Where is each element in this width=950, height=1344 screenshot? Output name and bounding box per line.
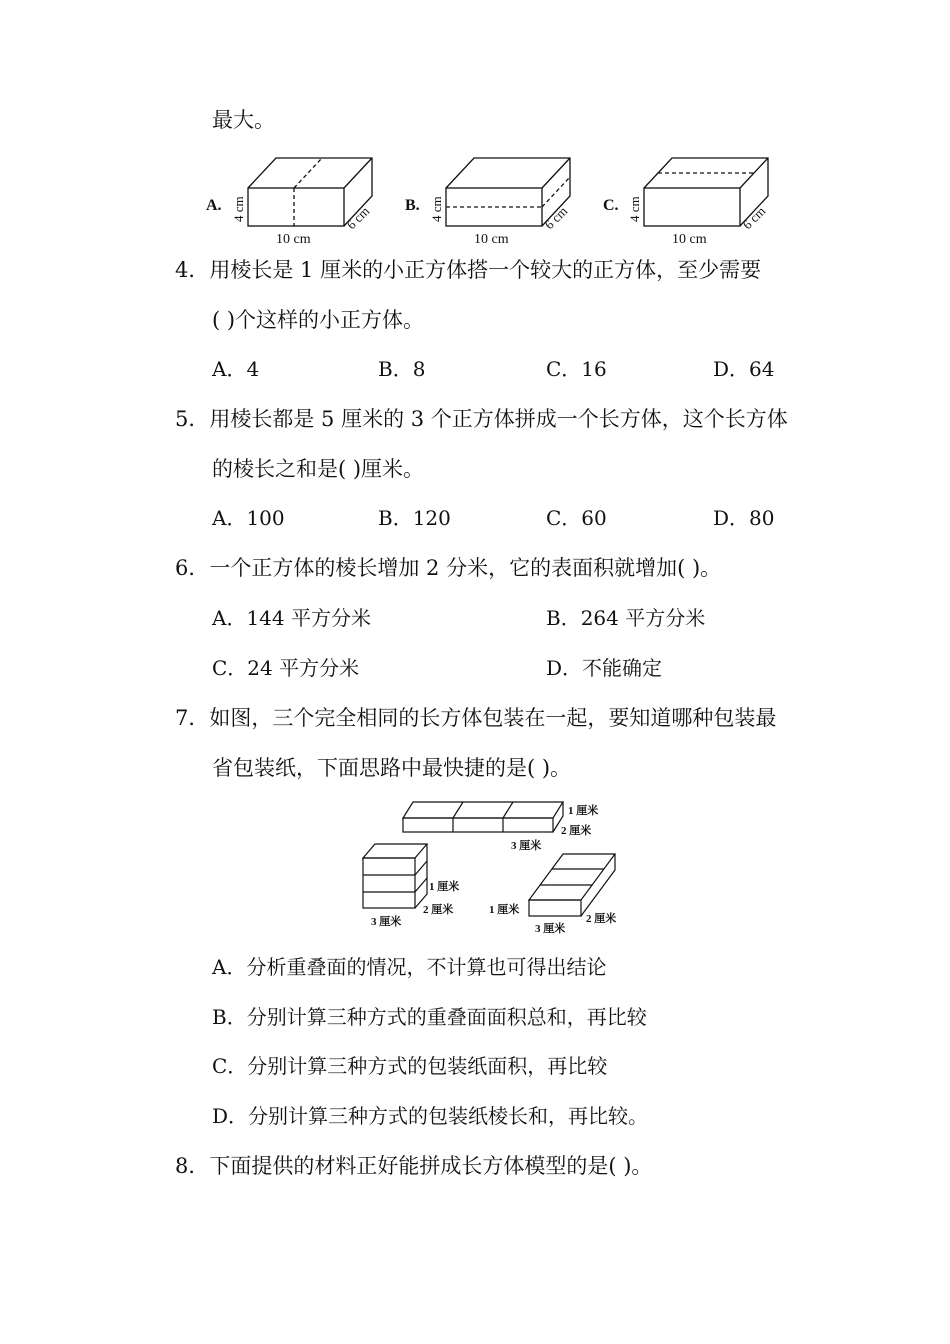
box-label-c: C. xyxy=(603,197,619,214)
box-c-height: 4 cm xyxy=(627,196,642,222)
left-height-label: 1 厘米 xyxy=(429,881,460,893)
box-b-width: 6 cm xyxy=(541,203,571,233)
q4-option-a[interactable]: A．4 xyxy=(212,357,260,381)
box-a-width: 6 cm xyxy=(343,203,373,233)
q7-option-b[interactable]: B．分别计算三种方式的重叠面面积总和，再比较 xyxy=(212,1005,647,1029)
q4-option-c[interactable]: C．16 xyxy=(546,357,607,381)
q5-line2: 的棱长之和是( )厘米。 xyxy=(212,457,425,481)
top-length-label: 3 厘米 xyxy=(511,840,542,852)
q6-option-b[interactable]: B．264 平方分米 xyxy=(546,606,706,630)
top-width-label: 2 厘米 xyxy=(561,825,592,837)
top-height-label: 1 厘米 xyxy=(568,805,599,817)
q6-option-c[interactable]: C．24 平方分米 xyxy=(212,656,360,680)
packing-figure xyxy=(355,798,635,940)
q5-line1: 5．用棱长都是 5 厘米的 3 个正方体拼成一个长方体，这个长方体 xyxy=(175,407,788,431)
right-height-label: 1 厘米 xyxy=(489,904,520,916)
box-b-length: 10 cm xyxy=(474,232,509,247)
q8-line1: 8．下面提供的材料正好能拼成长方体模型的是( )。 xyxy=(175,1154,653,1178)
box-label-a: A. xyxy=(206,197,222,214)
box-label-b: B. xyxy=(405,197,420,214)
q5-option-d[interactable]: D．80 xyxy=(713,506,775,530)
q4-option-d[interactable]: D．64 xyxy=(713,357,775,381)
q5-option-b[interactable]: B．120 xyxy=(378,506,451,530)
q4-option-b[interactable]: B．8 xyxy=(378,357,426,381)
right-length-label: 3 厘米 xyxy=(535,923,566,935)
q6-option-a[interactable]: A．144 平方分米 xyxy=(212,606,371,630)
left-length-label: 3 厘米 xyxy=(371,916,402,928)
q6-line1: 6．一个正方体的棱长增加 2 分米，它的表面积就增加( )。 xyxy=(175,556,722,580)
box-a-length: 10 cm xyxy=(276,232,311,247)
box-c-length: 10 cm xyxy=(672,232,707,247)
right-width-label: 2 厘米 xyxy=(586,913,617,925)
q7-line2: 省包装纸，下面思路中最快捷的是( )。 xyxy=(212,756,572,780)
q7-option-d[interactable]: D．分别计算三种方式的包装纸棱长和，再比较。 xyxy=(212,1104,649,1128)
q6-option-d[interactable]: D．不能确定 xyxy=(546,656,663,680)
box-a-height: 4 cm xyxy=(231,196,246,222)
q4-line2: ( )个这样的小正方体。 xyxy=(212,308,425,332)
continued-text: 最大。 xyxy=(212,108,275,132)
q7-option-a[interactable]: A．分析重叠面的情况，不计算也可得出结论 xyxy=(212,955,607,979)
box-b-height: 4 cm xyxy=(429,196,444,222)
q4-line1: 4．用棱长是 1 厘米的小正方体搭一个较大的正方体，至少需要 xyxy=(175,258,762,282)
q7-option-c[interactable]: C．分别计算三种方式的包装纸面积，再比较 xyxy=(212,1054,608,1078)
q5-option-c[interactable]: C．60 xyxy=(546,506,607,530)
q7-line1: 7．如图，三个完全相同的长方体包装在一起，要知道哪种包装最 xyxy=(175,706,777,730)
left-width-label: 2 厘米 xyxy=(423,904,454,916)
boxes-figure xyxy=(200,150,790,250)
box-c-width: 6 cm xyxy=(739,203,769,233)
q5-option-a[interactable]: A．100 xyxy=(212,506,285,530)
